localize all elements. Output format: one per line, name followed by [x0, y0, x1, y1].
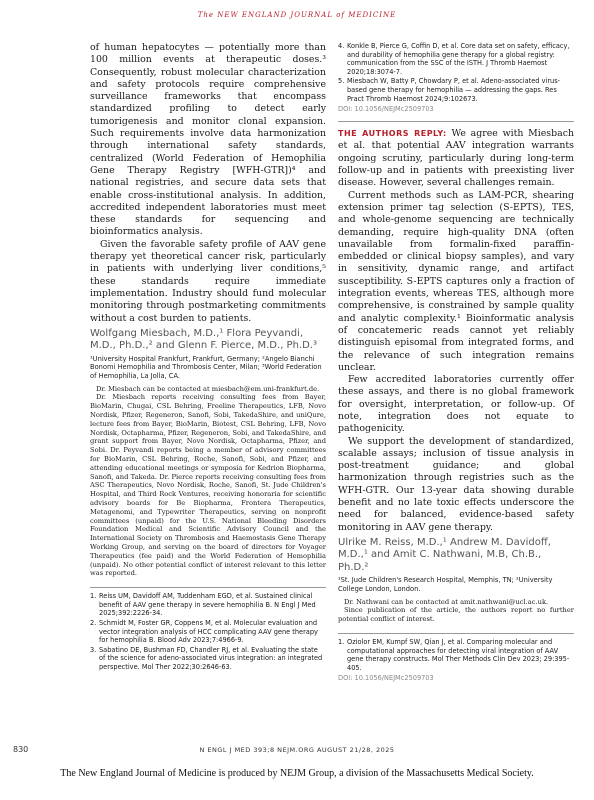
journal-citation-line: N ENGL J MED 393;8 NEJM.ORG AUGUST 21/28, 2025 [199, 746, 395, 754]
letter-disclosure: Dr. Miesbach reports receiving consulting fees from Bayer, BioMarin, Chugai, CSL Behring, Freeline Therapeutics, LFB, Novo Nordisk, Pfizer, Regeneron, Sanofi, Sobi, TakedaShire, and uniQure, lecture fees from Bayer, BioMarin, Biotest, CSL Behring, LFB, Novo Nordisk, Octapharma, Pfizer, Regeneron, Sobi, and TakedaShire, and grant support from Bayer, Novo Nordisk, Octapharma, Pfizer, and Sobi. Dr. Peyvandi reports being a member of advisory committees for BioMarin, CSL Behring, Roche, Sanofi, Sobi, and Pfizer, and attending educational meetings or symposia for Kedrion Biopharma, Sanofi, and Takeda. Dr. Pierce reports receiving consulting fees from ASC Therapeutics, Novo Nordisk, Roche, Sanofi, St. Jude Children's Hospital, and Third Rock Ventures, receiving honoraria for scientific advisory boards for Be Biopharma, Frontera Therapeutics, Metagenomi, and Typewriter Therapeutics, serving on nonprofit committees (unpaid) for the U.S. National Bleeding Disorders Foundation Medical and Scientific Advisory Council and the International Society on Thrombosis and Haemostasis Gene Therapy Working Group, and serving on the board of directors for Voyager Therapeutics (fee paid) and the World Federation of Hemophilia (unpaid). No other potential conflict of interest relevant to this letter was reported. [90, 393, 326, 578]
reply-paragraph-3: Few accredited laboratories currently offer these assays, and there is no global framework for oversight, interpretation, or follow-up. Of note, integration does not equate to pathogenicity. [338, 374, 574, 435]
letter-authors: Wolfgang Miesbach, M.D.,¹ Flora Peyvandi, M.D., Ph.D.,² and Glenn F. Pierce, M.D., Ph.D.³ [90, 327, 317, 352]
reply-contact: Dr. Nathwani can be contacted at amit.nathwani@ucl.ac.uk. [344, 597, 549, 606]
reference-item: 4. Konkle B, Pierce G, Coffin D, et al. Core data set on safety, efficacy, and durability of hemophilia gene therapy for a global registry: communication from the SSC of the ISTH. J Thromb Haemost 2020;18:3074-7. [338, 42, 570, 76]
reply-paragraph-1: THE AUTHORS REPLY: We agree with Miesbach et al. that potential AAV integration warrants ongoing scrutiny, particularly during long-term follow-up and in patients with preexisting liver disease. However, several challenges remain. [338, 128, 574, 189]
journal-masthead: The NEW ENGLAND JOURNAL of MEDICINE [197, 11, 397, 19]
reply-authors: Ulrike M. Reiss, M.D.,¹ Andrew M. Davidoff, M.D.,¹ and Amit C. Nathwani, M.B, Ch.B., Ph.D.² [338, 536, 551, 573]
reference-item: 2. Schmidt M, Foster GR, Coppens M, et al. Molecular evaluation and vector integration analysis of HCC complicating AAV gene therapy for hemophilia B. Blood Adv 2023;7:4966-9. [90, 618, 318, 645]
letter-references [90, 587, 326, 671]
doi-link[interactable]: DOI: 10.1056/NEJMc2509703 [338, 105, 434, 114]
right-column [338, 42, 574, 682]
letter-contact: Dr. Miesbach can be contacted at miesbach@em.uni-frankfurt.de. [96, 384, 320, 393]
reply-affiliations: ¹St. Jude Children's Research Hospital, Memphis, TN; ²University College London, London. [338, 576, 553, 594]
reply-paragraph-2: Current methods such as LAM-PCR, shearing extension primer tag selection (S-EPTS), TES, and whole-genome sequencing are technically demanding, require high-quality DNA (often unavailable from formalin-fixed paraffin-embedded or clinical biopsy samples), and vary in sensitivity, dynamic range, and artifact susceptibility. S-EPTS captures only a fraction of integration events, whereas TES, although more comprehensive, is constrained by sample quality and analytic complexity.¹ Bioinformatic analysis of concatemeric reads cannot yet reliably distinguish episomal from integrated forms, and the relevance of such integration remains unclear. [338, 189, 574, 373]
page-number: 830 [13, 745, 29, 754]
reference-item: 3. Sabatino DE, Bushman FD, Chandler RJ, et al. Evaluating the state of the science for adeno-associated virus integration: an integrated perspective. Mol Ther 2022;30:2646-63. [90, 645, 323, 671]
letter-references-continued [338, 42, 574, 103]
page-footer [0, 745, 594, 757]
reply-references [338, 633, 574, 672]
reference-item: 1. Reiss UM, Davidoff AM, Tuddenham EGD, et al. Sustained clinical benefit of AAV gene therapy in severe hemophilia B. N Engl J Med 2025;392:2226-34. [90, 592, 316, 618]
section-divider [338, 121, 574, 122]
reference-item: 1. Oziolor EM, Kumpf SW, Qian J, et al. Comparing molecular and computational approaches for detecting viral integration of AAV gene therapy constructs. Mol Ther Methods Clin Dev 2023; 29:395-405. [338, 638, 570, 672]
letter-affiliations: ¹University Hospital Frankfurt, Frankfurt, Germany; ²Angelo Bianchi Bonomi Hemophilia and Thrombosis Center, Milan; ³World Federation of Hemophilia, La Jolla, CA. [90, 354, 322, 381]
publisher-note: The New England Journal of Medicine is produced by NEJM Group, a division of the Massachusetts Medical Society. [60, 768, 534, 779]
reference-item: 5. Miesbach W, Batty P, Chowdary P, et al. Adeno-associated virus-based gene therapy for hemophilia — addressing the gaps. Res Pract Thromb Haemost 2024;9:102673. [338, 77, 561, 103]
reply-paragraph-4: We support the development of standardized, scalable assays; inclusion of tissue analysis in post-treatment guidance; and global harmonization through registries such as the WFH-GTR. Our 13-year data showing durable benefit and no late toxic effects underscore the need for balanced, evidence-based safety monitoring in AAV gene therapy. [338, 435, 574, 533]
doi-link[interactable]: DOI: 10.1056/NEJMc2509703 [338, 674, 434, 683]
letter-paragraph-1: of human hepatocytes — potentially more than 100 million events at therapeutic doses.³ Consequently, robust molecular characterization and safety protocols require comprehensive surveillance frameworks that encompass standardized profiling to detect early tumorigenesis and monitor clonal expansion. Such requirements involve data harmonization through international safety standards, centralized (World Federation of Hemophilia Gene Therapy Registry [WFH-GTR])⁴ and national registries, and secure data sets that enable cross-institutional analysis. In addition, accredited independent laboratories must meet these standards for sequencing and bioinformatics analysis. [90, 42, 326, 238]
reply-heading: THE AUTHORS REPLY: [338, 129, 447, 139]
left-column [90, 42, 326, 672]
letter-paragraph-2: Given the favorable safety profile of AAV gene therapy yet theoretical cancer risk, particularly in patients with underlying liver conditions,⁵ these standards require immediate implementation. Industry should fund molecular monitoring through postmarketing commitments without a cost burden to patients. [90, 238, 326, 324]
reply-disclosure: Since publication of the article, the authors report no further potential conflict of interest. [338, 606, 574, 624]
